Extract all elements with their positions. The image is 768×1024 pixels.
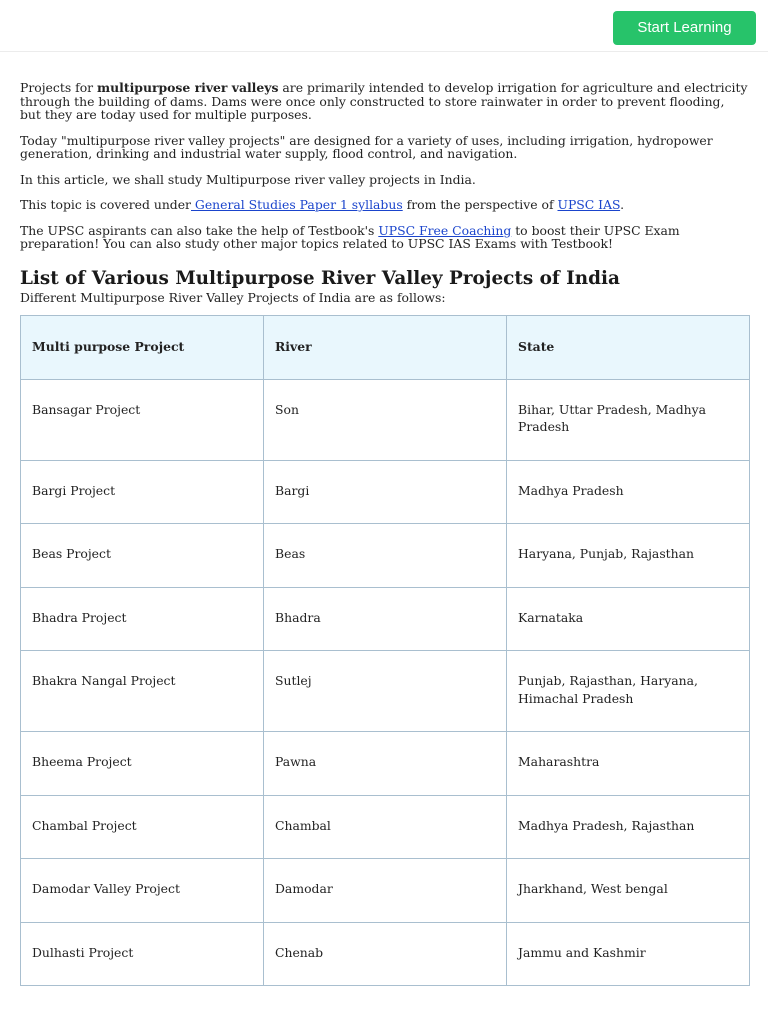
section-subheading: Different Multipurpose River Valley Projects of India are as follows: (20, 289, 446, 305)
cell-state: Karnataka (507, 587, 750, 651)
cell-project: Bhadra Project (21, 587, 264, 651)
section-heading: List of Various Multipurpose River Valley Projects of India (20, 267, 620, 289)
cell-project: Bheema Project (21, 732, 264, 796)
cell-river: Bargi (264, 460, 507, 524)
cell-river: Chenab (264, 922, 507, 986)
table-row (21, 379, 750, 460)
intro-text: are primarily intended to develop irrigation for agriculture and electricity through the building of dams. Dams were once only constructed to store rainwater in order to prevent flooding, but they are today used for multiple purposes. (20, 80, 748, 122)
table-row (21, 460, 750, 524)
cell-state: Jharkhand, West bengal (507, 859, 750, 923)
table-row (21, 524, 750, 588)
intro-text: from the perspective of (402, 197, 558, 212)
cell-state: Haryana, Punjab, Rajasthan (507, 524, 750, 588)
header-state: State (507, 315, 750, 379)
cell-project: Dulhasti Project (21, 922, 264, 986)
header-river: River (264, 315, 507, 379)
article-content (20, 81, 748, 986)
intro-text: Projects for (20, 80, 98, 95)
cell-state: Punjab, Rajasthan, Haryana, Himachal Pradesh (507, 651, 750, 732)
cell-river: Bhadra (264, 587, 507, 651)
start-learning-button[interactable]: Start Learning (613, 11, 756, 45)
table-row (21, 587, 750, 651)
table-header-row (21, 315, 750, 379)
intro-paragraph-2: Today "multipurpose river valley projects" are designed for a variety of uses, including irrigation, hydropower generation, drinking and industrial water supply, flood control, and navigation. (20, 132, 713, 161)
cell-state: Maharashtra (507, 732, 750, 796)
top-bar (0, 0, 768, 52)
cell-river: Chambal (264, 795, 507, 859)
cell-project: Chambal Project (21, 795, 264, 859)
cell-river: Sutlej (264, 651, 507, 732)
intro-text: The UPSC aspirants can also take the help of Testbook's (20, 222, 379, 238)
cell-river: Pawna (264, 732, 507, 796)
intro-paragraph-5 (20, 224, 748, 251)
table-row (21, 859, 750, 923)
table-row (21, 732, 750, 796)
cell-state: Madhya Pradesh (507, 460, 750, 524)
cell-project: Damodar Valley Project (21, 859, 264, 923)
intro-paragraph-1 (20, 81, 748, 122)
upsc-ias-link[interactable]: UPSC IAS (557, 197, 621, 212)
header-project: Multi purpose Project (21, 315, 264, 379)
table-row (21, 651, 750, 732)
intro-paragraph-4 (20, 198, 748, 212)
intro-paragraph-3: In this article, we shall study Multipurpose river valley projects in India. (20, 171, 476, 187)
table-row (21, 922, 750, 986)
intro-text: . (620, 197, 625, 212)
cell-project: Bargi Project (21, 460, 264, 524)
cell-state: Madhya Pradesh, Rajasthan (507, 795, 750, 859)
intro-bold-term: multipurpose river valleys (97, 80, 279, 95)
table-row (21, 795, 750, 859)
gs-paper-1-link[interactable]: General Studies Paper 1 syllabus (190, 197, 403, 212)
cell-river: Damodar (264, 859, 507, 923)
cell-state: Bihar, Uttar Pradesh, Madhya Pradesh (507, 379, 750, 460)
cell-state: Jammu and Kashmir (507, 922, 750, 986)
cell-river: Son (264, 379, 507, 460)
intro-text: This topic is covered under (20, 197, 191, 212)
cell-river: Beas (264, 524, 507, 588)
cell-project: Beas Project (21, 524, 264, 588)
upsc-free-coaching-link[interactable]: UPSC Free Coaching (378, 222, 512, 238)
cell-project: Bansagar Project (21, 379, 264, 460)
intro-text: to boost their UPSC Exam preparation! You can also study other major topics related to UPSC IAS Exams with Testbook! (20, 222, 680, 251)
projects-table (20, 315, 750, 987)
cell-project: Bhakra Nangal Project (21, 651, 264, 732)
